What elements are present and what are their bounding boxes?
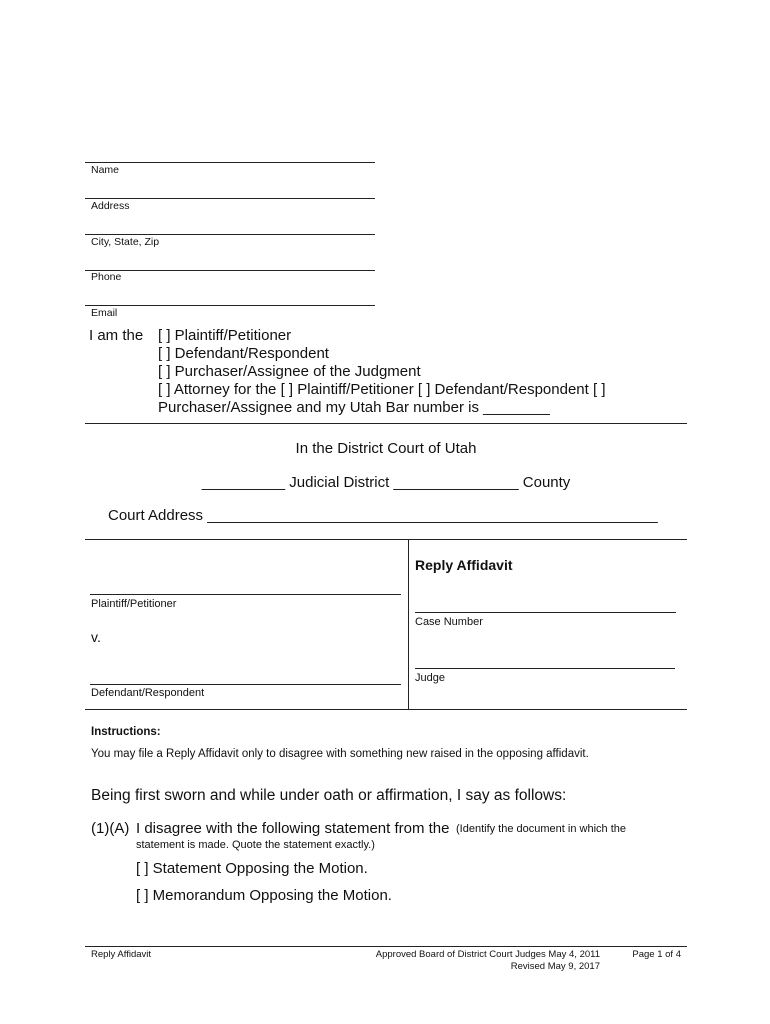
district-county-line[interactable]: __________ Judicial District _______________ County (201, 474, 571, 491)
address-label: Address (91, 200, 130, 212)
instructions-heading: Instructions: (91, 726, 161, 738)
option-statement-opposing[interactable]: [ ] Statement Opposing the Motion. (136, 860, 368, 877)
judge-label: Judge (415, 672, 445, 684)
phone-label: Phone (91, 271, 122, 283)
header-divider (85, 423, 687, 424)
caption-top-border (85, 539, 687, 540)
court-title: In the District Court of Utah (295, 440, 477, 457)
role-option-attorney-cont[interactable]: Purchaser/Assignee and my Utah Bar number is ________ (158, 399, 550, 416)
item-note: (Identify the document in which the (456, 823, 626, 835)
phone-line[interactable] (85, 270, 375, 271)
role-option-defendant[interactable]: [ ] Defendant/Respondent (158, 345, 329, 362)
name-label: Name (91, 164, 120, 176)
instructions-text: You may file a Reply Affidavit only to disagree with something new raised in the opposing affidavit. (91, 748, 589, 760)
footer-revised: Revised May 9, 2017 (510, 961, 600, 972)
plaintiff-label: Plaintiff/Petitioner (91, 598, 177, 610)
defendant-line[interactable] (90, 684, 401, 685)
versus-label: v. (91, 629, 101, 645)
role-option-plaintiff[interactable]: [ ] Plaintiff/Petitioner (158, 327, 292, 344)
case-number-line[interactable] (415, 612, 676, 613)
court-address-line[interactable]: Court Address ______________________________________________________ (108, 507, 658, 524)
email-label: Email (91, 307, 118, 319)
role-option-attorney[interactable]: [ ] Attorney for the [ ] Plaintiff/Petitioner [ ] Defendant/Respondent [ ] (158, 381, 606, 398)
footer-page-number: Page 1 of 4 (632, 949, 681, 960)
case-number-label: Case Number (415, 616, 483, 628)
name-line[interactable] (85, 162, 375, 163)
oath-statement: Being first sworn and while under oath or affirmation, I say as follows: (91, 787, 567, 804)
item-note-cont: statement is made. Quote the statement exactly.) (136, 839, 375, 851)
footer-approved: Approved Board of District Court Judges May 4, 2011 (375, 949, 600, 960)
city-state-zip-line[interactable] (85, 234, 375, 235)
role-intro: I am the (89, 327, 144, 344)
footer-divider (85, 946, 687, 947)
item-text: I disagree with the following statement from the (136, 820, 450, 837)
address-line[interactable] (85, 198, 375, 199)
option-memorandum-opposing[interactable]: [ ] Memorandum Opposing the Motion. (136, 887, 392, 904)
plaintiff-line[interactable] (90, 594, 401, 595)
caption-divider (408, 539, 409, 709)
defendant-label: Defendant/Respondent (91, 687, 205, 699)
role-option-purchaser[interactable]: [ ] Purchaser/Assignee of the Judgment (158, 363, 421, 380)
judge-line[interactable] (415, 668, 675, 669)
item-number: (1)(A) (91, 820, 130, 837)
email-line[interactable] (85, 305, 375, 306)
document-title: Reply Affidavit (415, 557, 513, 573)
city-state-zip-label: City, State, Zip (91, 236, 160, 248)
footer-left: Reply Affidavit (91, 949, 152, 960)
caption-bottom-border (85, 709, 687, 710)
